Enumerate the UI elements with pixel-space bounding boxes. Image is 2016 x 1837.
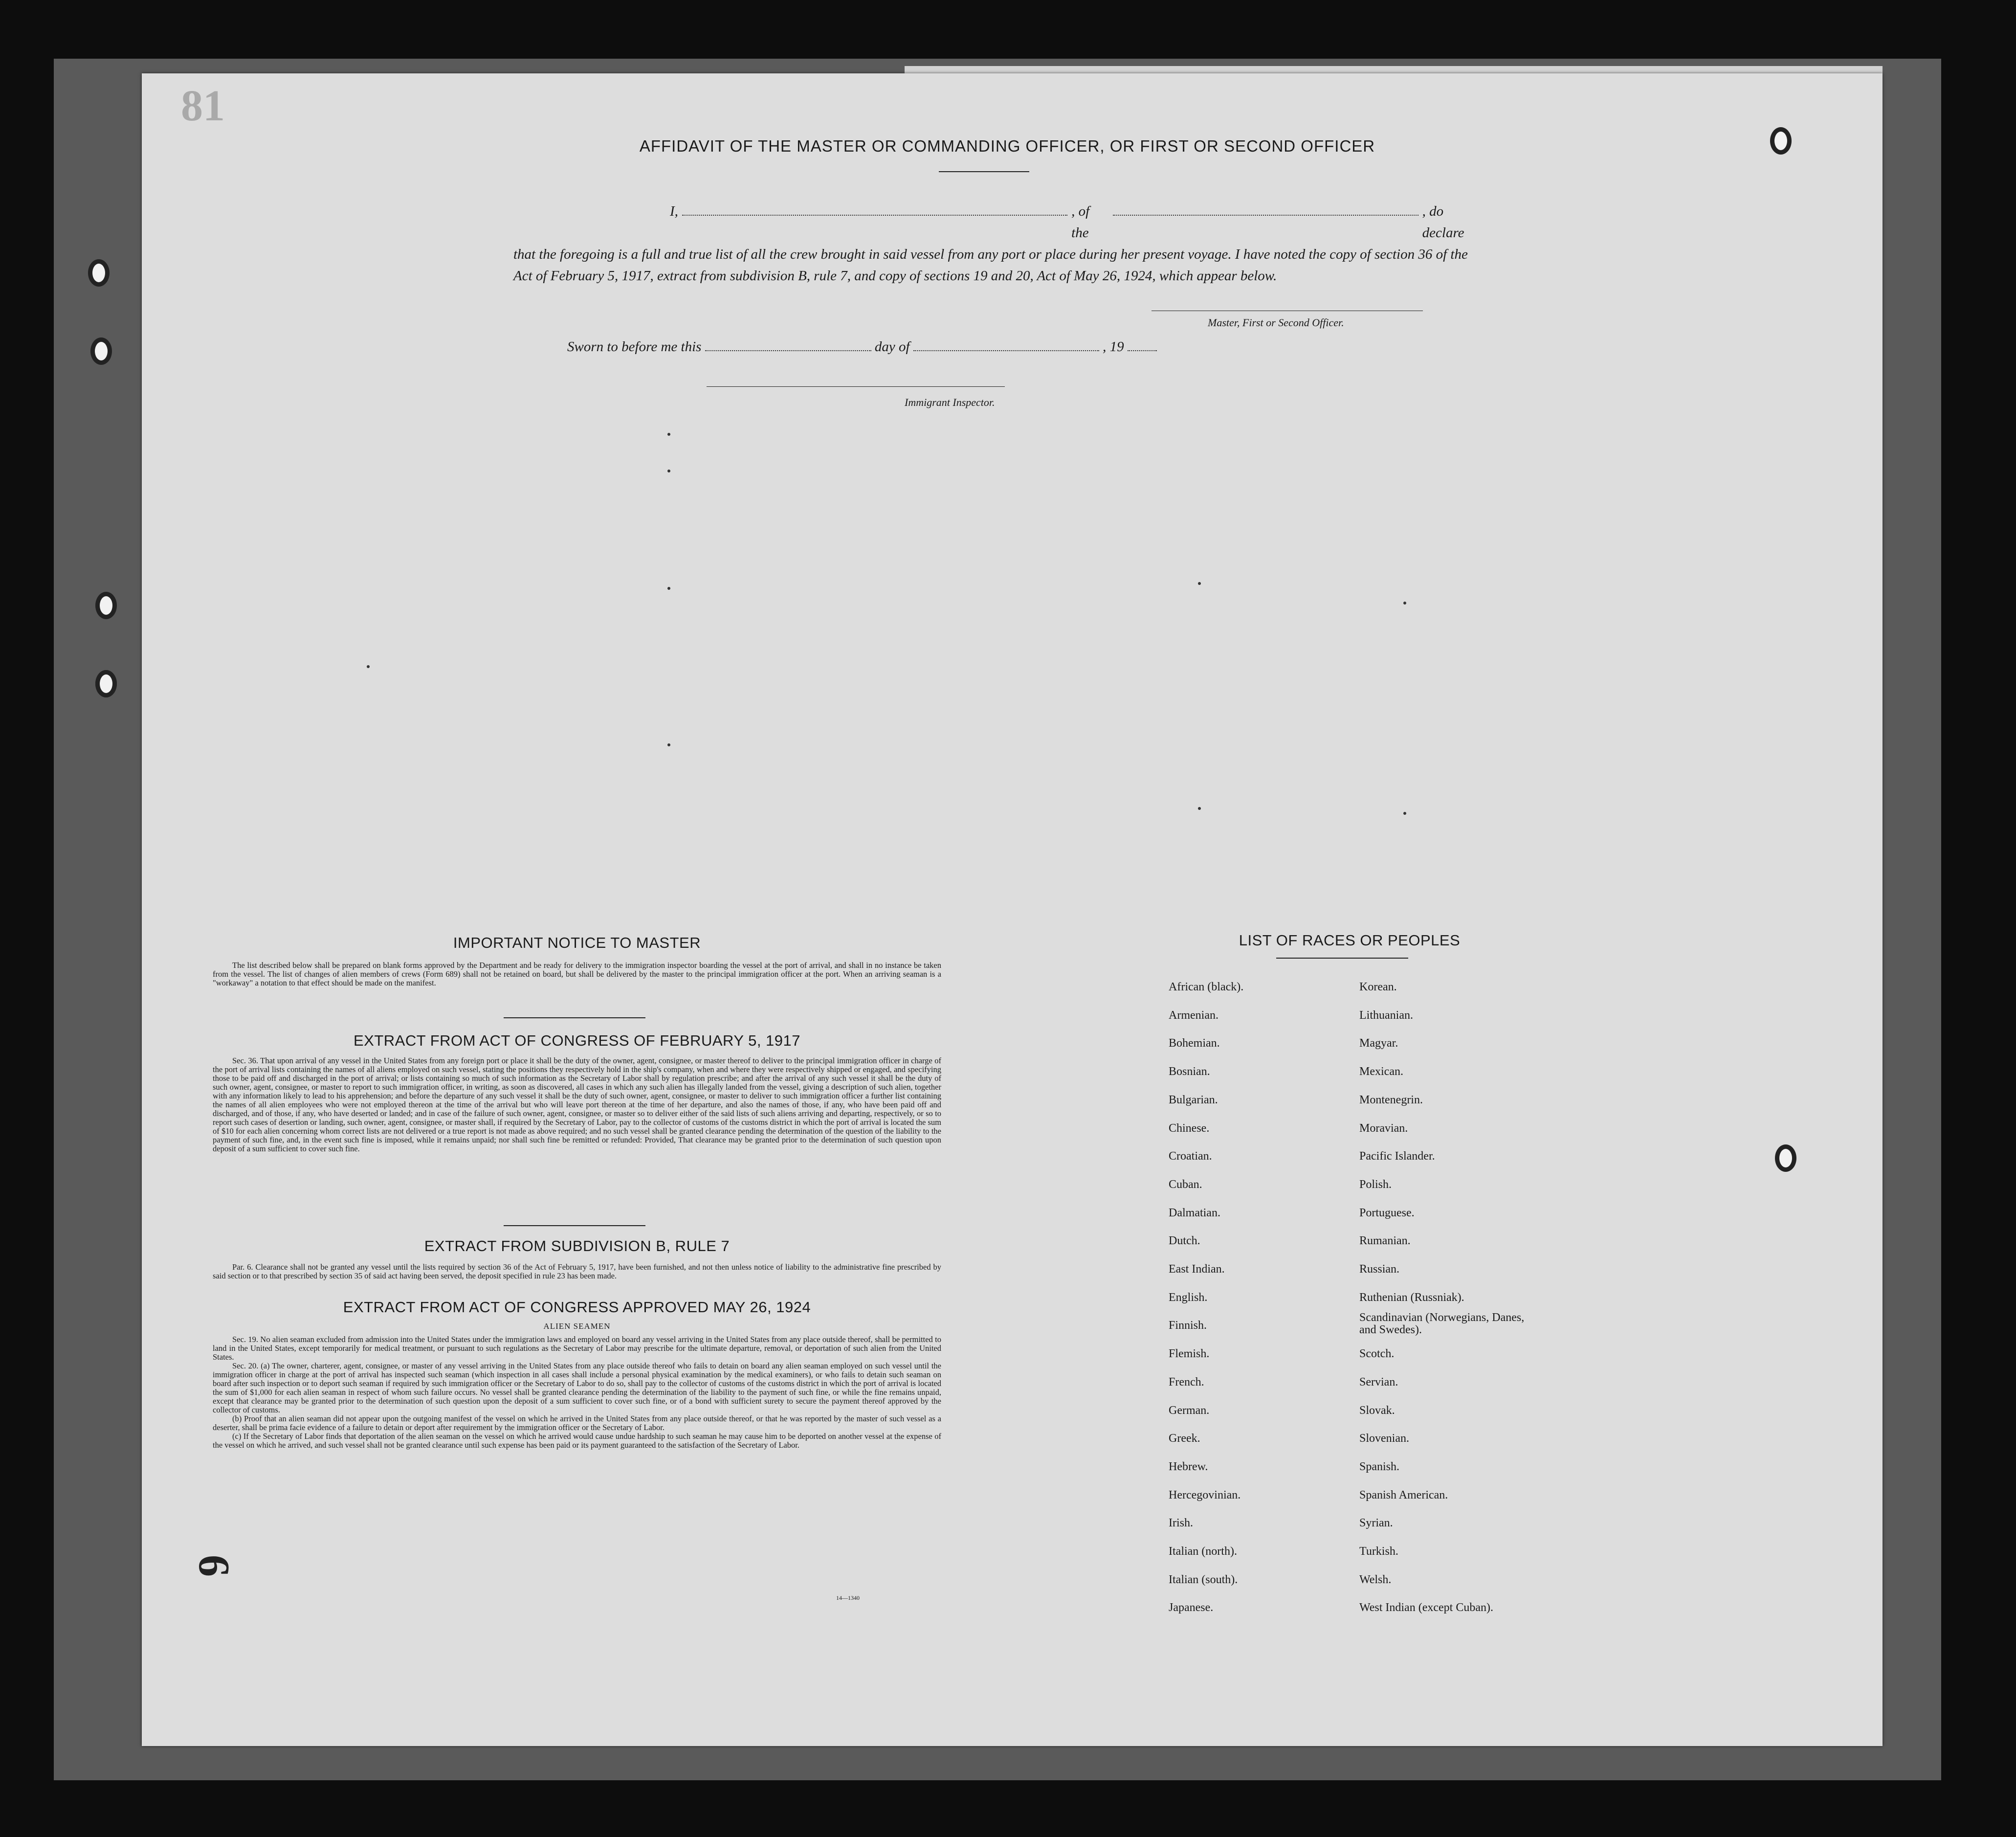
affidavit-text	[513, 201, 1486, 287]
subdivision-b-title: EXTRACT FROM SUBDIVISION B, RULE 7	[424, 1237, 730, 1255]
vessel-prefix: , of the	[1071, 203, 1090, 241]
sworn-day-field[interactable]	[705, 337, 871, 351]
act-1924-title: EXTRACT FROM ACT OF CONGRESS APPROVED MAY 26, 1924	[343, 1299, 811, 1316]
master-signature-label: Master, First or Second Officer.	[1208, 316, 1344, 329]
notice-title: IMPORTANT NOTICE TO MASTER	[453, 934, 701, 951]
declare-suffix: , do declare	[1422, 203, 1464, 241]
race-item: Syrian.	[1359, 1517, 1393, 1530]
binder-hole	[88, 259, 110, 287]
race-item: Magyar.	[1359, 1037, 1398, 1050]
stray-mark	[1403, 812, 1406, 815]
race-item: Bohemian.	[1169, 1037, 1220, 1050]
act-1917-text	[213, 1056, 941, 1153]
affidavit-title: AFFIDAVIT OF THE MASTER OR COMMANDING OFFICER, OR FIRST OR SECOND OFFICER	[639, 137, 1375, 155]
stray-mark	[1198, 807, 1201, 810]
race-item: Dalmatian.	[1169, 1206, 1220, 1219]
vessel-name-field[interactable]	[1113, 202, 1418, 216]
act-1917-section-36: Sec. 36. That upon arrival of any vessel in the United States from any foreign port or place it shall be the duty of the owner, agent, consignee, or master thereof to deliver to the principal immigration officer in charge of the port of arrival lists containing the names of all aliens employed on such vessel, stating the positions they respectively hold in the ship's company, when and where they were respectively shipped or engaged, and specifying those to be paid off and discharged in the port of arrival; or lists containing so much of such information as the Secretary of Labor shall by regulation prescribe; and after the arrival of any such vessel it shall be the duty of such owner, agent, consignee, or master to report to such immigration officer, in writing, as soon as discovered, all cases in which any such alien has illegally landed from the vessel, giving a description of such alien, together with any information likely to lead to his apprehension; and before the departure of any such vessel it shall be the duty of such owner, agent, consignee, or master to deliver to such immigration officer a further list containing the names of all alien employees who were not employed thereon at the time of the arrival but who will leave port thereon at the time of her departure, and also the names of those, if any, who have been paid off and discharged, and of those, if any, who have deserted or landed; and in case of the failure of such owner, agent, consignee, or master so to deliver either of the said lists of such aliens arriving and departing, respectively, or so to report such cases of desertion or landing, such owner, agent, consignee, or master shall, if required by the Secretary of Labor, pay to the collector of customs of the customs district in which the port of arrival is located the sum of $10 for each alien concerning whom correct lists are not delivered or a true report is not made as above required; and no such vessel shall be granted clearance pending the determination of the question of the liability to the payment of such fine, and, in the event such fine is imposed, while it remains unpaid; nor shall such fine be remitted or refunded: Provided, That clearance may be granted prior to the determination of such question upon deposit of a sum sufficient to cover such fine.	[213, 1056, 941, 1153]
race-item: English.	[1169, 1291, 1208, 1304]
affidavit-form-sheet	[142, 73, 1883, 1746]
race-item: Slovak.	[1359, 1404, 1395, 1417]
race-item: German.	[1169, 1404, 1210, 1417]
race-item: Hebrew.	[1169, 1460, 1208, 1473]
inspector-signature-line[interactable]	[707, 386, 1005, 387]
race-item: East Indian.	[1169, 1263, 1225, 1276]
sworn-month-field[interactable]	[913, 337, 1099, 351]
race-item: Spanish.	[1359, 1460, 1400, 1473]
stray-mark	[1403, 602, 1406, 605]
race-item: Armenian.	[1169, 1008, 1218, 1022]
races-title-rule	[1276, 958, 1408, 959]
binder-hole	[90, 337, 112, 365]
act-1924-section-19: Sec. 19. No alien seaman excluded from admission into the United States under the immigration laws and employed on board any vessel arriving in the United States from any place outside thereof, shall be permitted to land in the United States, except temporarily for medical treatment, or pursuant to such regulations as the Secretary of Labor may prescribe for the ultimate departure, removal, or deportation of such alien from the United States.	[213, 1335, 941, 1362]
race-item: Finnish.	[1169, 1319, 1207, 1332]
race-item: Bosnian.	[1169, 1065, 1210, 1078]
declaration-line	[513, 201, 1486, 244]
sworn-day-label: day of	[874, 339, 910, 355]
race-item: Turkish.	[1359, 1545, 1398, 1558]
declarant-prefix: I,	[670, 203, 678, 219]
stray-mark	[367, 665, 370, 668]
race-item: Mexican.	[1359, 1065, 1403, 1078]
inspector-label: Immigrant Inspector.	[905, 396, 995, 408]
binder-hole	[1775, 1144, 1796, 1172]
stray-mark	[1198, 582, 1201, 585]
act-1917-title: EXTRACT FROM ACT OF CONGRESS OF FEBRUARY 5, 1917	[353, 1032, 801, 1049]
form-number: 14—1340	[836, 1594, 860, 1601]
race-item: Welsh.	[1359, 1573, 1392, 1586]
alien-seamen-subtitle: ALIEN SEAMEN	[543, 1322, 611, 1331]
race-item: Dutch.	[1169, 1234, 1200, 1248]
race-item: Ruthenian (Russniak).	[1359, 1291, 1464, 1304]
race-item: Greek.	[1169, 1432, 1200, 1445]
subdivision-b-par-6: Par. 6. Clearance shall not be granted any vessel until the lists required by section 36 of the Act of February 5, 1917, have been furnished, and not then unless notice of liability to the administrative fine prescribed by said section or to that prescribed by section 35 of said act having been served, the deposit specified in rule 23 has been made.	[213, 1262, 941, 1280]
race-item: Pacific Islander.	[1359, 1150, 1435, 1163]
races-title: LIST OF RACES OR PEOPLES	[1239, 932, 1461, 949]
race-item: Italian (south).	[1169, 1573, 1238, 1586]
sworn-year-label: , 19	[1103, 339, 1124, 355]
sworn-prefix: Sworn to before me this	[567, 339, 702, 355]
race-item: Rumanian.	[1359, 1234, 1411, 1248]
stray-mark	[667, 433, 670, 436]
race-item: Servian.	[1359, 1375, 1398, 1389]
section-rule	[504, 1017, 645, 1018]
race-item: Croatian.	[1169, 1150, 1212, 1163]
race-item: African (black).	[1169, 981, 1244, 993]
races-left-column	[1169, 973, 1243, 1622]
notice-paragraph: The list described below shall be prepared on blank forms approved by the Department and be ready for delivery to the immigration inspector boarding the vessel at the port of arrival, and shall in no instance be taken from the vessel. The list of changes of alien members of crews (Form 689) shall not be retained on board, but shall be delivered by the master to the principal immigration officer at the port. When an arriving seaman is a "workaway" a notation to that effect should be made on the manifest.	[213, 961, 941, 987]
page-number: 6	[190, 1555, 238, 1577]
subdivision-b-text	[213, 1263, 941, 1280]
race-item: West Indian (except Cuban).	[1359, 1601, 1493, 1614]
race-item: Scandinavian (Norwegians, Danes, and Swedes).	[1359, 1311, 1525, 1337]
section-rule	[504, 1225, 645, 1226]
race-item: Bulgarian.	[1169, 1093, 1218, 1106]
race-item: Irish.	[1169, 1517, 1193, 1530]
race-item: Hercegovinian.	[1169, 1488, 1241, 1501]
race-item: Portuguese.	[1359, 1206, 1415, 1219]
race-item: Slovenian.	[1359, 1432, 1409, 1445]
binder-hole	[95, 592, 117, 619]
race-item: Flemish.	[1169, 1347, 1210, 1361]
race-item: Korean.	[1359, 981, 1397, 993]
binder-hole	[1770, 127, 1792, 155]
race-item: French.	[1169, 1375, 1204, 1389]
race-item: Montenegrin.	[1359, 1093, 1423, 1106]
race-item: Cuban.	[1169, 1178, 1202, 1191]
race-item: Spanish American.	[1359, 1488, 1448, 1501]
declarant-name-field[interactable]	[682, 202, 1067, 216]
race-item: Italian (north).	[1169, 1545, 1237, 1558]
act-1924-section-20c: (c) If the Secretary of Labor finds that deportation of the alien seaman on the vessel on which he arrived would cause undue hardship to such seaman he may cause him to be deported on another vessel at the expense of the vessel on which he arrived, and such vessel shall not be granted clearance until such expense has been paid or its payment guaranteed to the satisfaction of the Secretary of Labor.	[213, 1432, 941, 1450]
sworn-line	[567, 337, 1157, 355]
act-1924-text	[213, 1335, 941, 1450]
act-1924-section-20a: Sec. 20. (a) The owner, charterer, agent, consignee, or master of any vessel arriving in the United States from any place outside thereof who fails to detain on board any alien seaman employed on such vessel until the immigration officer in charge at the port of arrival has inspected such seaman (which inspection in all cases shall include a personal physical examination by the medical examiners), or who fails to detain such seaman on board after such inspection or to deport such seaman if required by such immigration officer or the Secretary of Labor to do so, shall pay to the collector of customs of the customs district in which the port of arrival is located the sum of $1,000 for each alien seaman in respect of whom such failure occurs. No vessel shall be granted clearance pending the determination of the liability to the payment of such fine, or while the fine remains unpaid, except that clearance may be granted prior to the determination of such question upon the deposit of a sum sufficient to cover such fine, or of a bond with sufficient surety to secure the payment thereof approved by the collector of customs.	[213, 1361, 941, 1414]
sworn-year-field[interactable]	[1128, 337, 1157, 351]
notice-text	[213, 961, 941, 987]
race-item: Japanese.	[1169, 1601, 1214, 1614]
races-right-column	[1359, 973, 1535, 1622]
stray-mark	[667, 587, 670, 590]
stray-mark	[667, 743, 670, 746]
race-item: Russian.	[1359, 1263, 1400, 1276]
race-item: Lithuanian.	[1359, 1008, 1413, 1022]
race-item: Scotch.	[1359, 1347, 1395, 1361]
affidavit-body: that the foregoing is a full and true list of all the crew brought in said vessel from any port or place during her present voyage. I have noted the copy of section 36 of the Act of February 5, 1917, extract from subdivision B, rule 7, and copy of sections 19 and 20, Act of May 26, 1924, which appear below.	[513, 246, 1468, 284]
title-rule	[939, 171, 1029, 172]
race-item: Moravian.	[1359, 1121, 1408, 1135]
binder-hole	[95, 670, 117, 697]
race-item: Polish.	[1359, 1178, 1392, 1191]
ghost-page-number: 81	[181, 82, 225, 130]
act-1924-section-20b: (b) Proof that an alien seaman did not appear upon the outgoing manifest of the vessel on which he arrived in the United States from any place outside thereof, or that he was reported by the master of such vessel as a deserter, shall be prima facie evidence of a failure to detain or deport after requirement by the immigration officer or the Secretary of Labor.	[213, 1414, 941, 1432]
race-item: Chinese.	[1169, 1121, 1210, 1135]
stray-mark	[667, 470, 670, 472]
